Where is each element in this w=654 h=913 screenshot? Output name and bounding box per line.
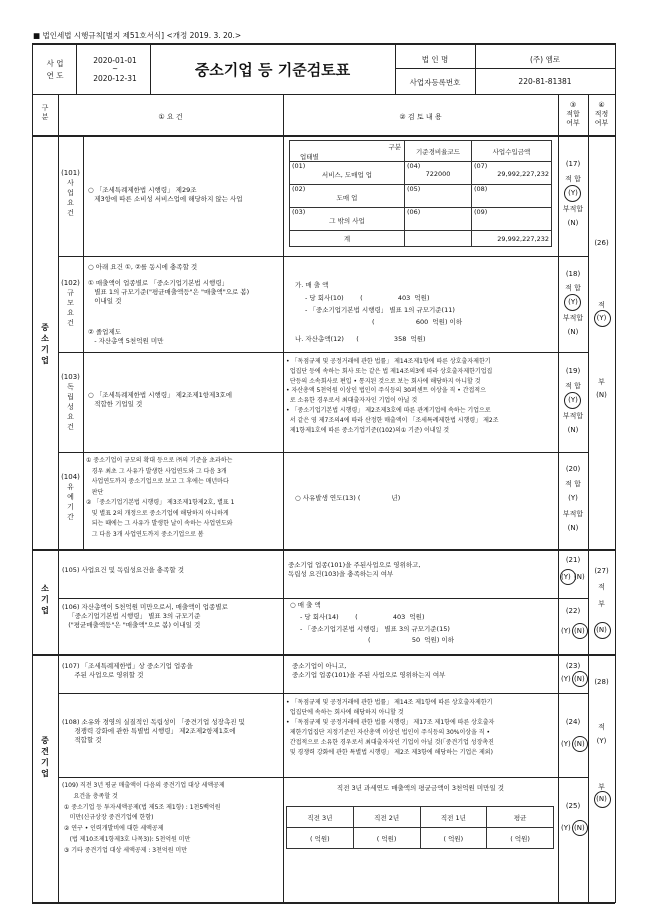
r104-mark-n: (N) xyxy=(567,524,579,532)
r108-mark: (Y) xyxy=(561,740,571,748)
r103-code: (103) 독 립 성 요 건 xyxy=(61,373,80,431)
r106-final-mid: 부 xyxy=(598,600,605,608)
r109-val1[interactable]: ( 억원) xyxy=(287,828,354,849)
r101-row2-n1: (02) xyxy=(292,185,306,193)
r101-hdr-code: 기준경비율코드 xyxy=(405,141,472,162)
section-small: 소 기 업 xyxy=(41,584,49,615)
r108-final-mark: (Y) xyxy=(596,737,607,745)
r102-req2: ① 매출액이 업종별로 「중소기업기본법 시행령」 별표 1의 규모기준("평균매출액등"은 "매출액"으로 봄) 이내일 것 xyxy=(88,279,250,305)
r107-review: 중소기업이 아니고, 중소기업 업종(101)을 주된 사업으로 영위하는지 여부 xyxy=(292,662,446,679)
r109-final-mark: (N) xyxy=(596,795,607,803)
r103-final-label: 부 xyxy=(598,378,605,386)
r108-final-label: 적 xyxy=(598,723,605,731)
r103-check-no: (19) xyxy=(565,367,581,375)
biz-no: 220-81-81381 xyxy=(518,77,572,86)
r109-final-label: 부 xyxy=(598,783,605,791)
r101-row1-n2: (04) xyxy=(407,162,421,170)
r101-row1-n3: (07) xyxy=(474,162,488,170)
r103-review: • 「독점규제 및 공정거래에 관한 법률」 제14조제1항에 따른 상호출자제한기 업집단 등에 속하는 회사 또는 같은 법 제14조의3에 따라 상호출자제한기업집 단등의 소속회사로 편입 • 통지된 것으로 보는 회사에 해당하지 아니할 것 • 자산총액 5천억원 이상인 법인이 주식등의 30퍼센트 이상을 직 • 간접적으 로 소유한 경우로서 최대출자자인 기업이 아닐 것 • 「중소기업기본법 시행령」 제2조제3호에 따른 관계기업에 속하는 기업으로 서 같은 영 제7조의4에 따라 산정한 매출액이 「조세특례제한법 시행령」 제2조 제1항제1호에 따른 중소기업기준((102)의① 기준) 이내일 것 xyxy=(286,358,499,434)
col-requirement: ① 요 건 xyxy=(158,113,183,121)
r102-mark-n: (N) xyxy=(567,328,579,336)
section-mid: 중 견 기 업 xyxy=(41,736,49,778)
r108-review: • 「독점규제 및 공정거래에 관한 법률」 제14조 제1항에 따른 상호출자제한기 업집단에 속하는 회사에 해당하지 아니할 것 • 「독점규제 및 공정거래에 관한 법률 시행령」 제17조 제1항에 따른 상호출자 제한기업집단 지정기준인 자산총액 이상인 법인이 주식등의 30%이상을 직 • 간접적으로 소유한 경우로서 최대출자자인 기업이 아닐 것(「중견기업 성장촉진 및 경쟁력 강화에 관한 특별법 시행령」 제2조 제3항에 해당하는 기업은 제외) xyxy=(286,699,495,756)
r105-final: (27) xyxy=(594,567,609,575)
r103-final-mark: (N) xyxy=(596,391,607,399)
r101-row2-label: 도매 업 xyxy=(336,194,358,202)
r107-mark: (Y) xyxy=(561,675,571,683)
section-sme: 중 소 기 업 xyxy=(41,323,49,365)
col-suitability: ③ 적합 여부 xyxy=(566,101,580,127)
r102-req1: ○ 아래 요건 ①, ②를 동시에 충족할 것 xyxy=(88,263,198,271)
r103-mark-n: (N) xyxy=(567,426,579,434)
r101-code: (101) 사 업 요 건 xyxy=(61,169,80,217)
r107-mark-n: (N) xyxy=(574,675,585,683)
col-category: 구 분 xyxy=(41,104,49,121)
fiscal-end: 2020-12-31 xyxy=(93,74,137,83)
fiscal-label: 사 업 연 도 xyxy=(46,59,64,80)
r106-rev1: ○ 매 출 액 xyxy=(290,601,321,609)
page-title: 중소기업 등 기준검토표 xyxy=(194,61,351,79)
r101-hdr-industry: 업태별 xyxy=(300,153,319,161)
r103-mark: (Y) xyxy=(568,396,578,404)
r109-col1: 직전 3년 xyxy=(287,807,354,828)
r101-hdr-revenue: 사업수입금액 xyxy=(472,141,552,162)
r107-check-no: (23) xyxy=(565,662,581,670)
fiscal-tilde: ~ xyxy=(112,65,118,73)
r102-mark: (Y) xyxy=(568,298,578,306)
r101-row1-label: 서비스, 도매업 업 xyxy=(321,171,373,179)
r109-review-title: 직전 3년 과세연도 매출액의 평균금액이 3천억원 미만일 것 xyxy=(336,784,505,792)
r101-hdr-gubun: 구분 xyxy=(388,143,401,151)
r106-final-mark: (N) xyxy=(596,626,607,634)
r104-check-ng: 부적합 xyxy=(562,510,584,518)
r102-final-label: 적 xyxy=(598,301,605,309)
r108-mark-n: (N) xyxy=(574,740,585,748)
r109-col3: 직전 1년 xyxy=(420,807,487,828)
r101-requirement: ○ 「조세특례제한법 시행령」 제29조 제3항에 따른 소비성 서비스업에 해당하지 않는 사업 xyxy=(88,186,243,203)
r106-mark-n: (N) xyxy=(574,627,585,635)
form-header-note: ■ 법인세법 시행규칙[별지 제51호서식] <개정 2019. 3. 20.> xyxy=(33,31,242,40)
r102-code: (102) 규 모 요 건 xyxy=(61,279,80,327)
r102-check-no: (18) xyxy=(565,270,581,278)
r106-rev4: ( 50 억원) 이하 xyxy=(368,636,454,644)
r101-final: (26) xyxy=(594,239,609,247)
r106-rev2: - 당 회사(14) ( 403 억원) xyxy=(300,613,425,621)
fiscal-start: 2020-01-01 xyxy=(93,56,137,65)
top-border xyxy=(32,43,615,45)
r104-mark: (Y) xyxy=(568,494,578,502)
r105-review: 중소기업 업종(101)을 주된사업으로 영위하고, 독립성 요건(103)을 충족하는지 여부 xyxy=(288,561,421,578)
r109-check-no: (25) xyxy=(565,802,581,810)
r101-check-no: (17) xyxy=(565,160,581,168)
r101-mark-n: (N) xyxy=(567,219,579,227)
r103-check-ng: 부적합 xyxy=(562,412,584,420)
r109-col4: 평균 xyxy=(487,807,554,828)
r109-requirement: (109) 직전 3년 평균 매출액이 다음의 중견기업 대상 세액공제 요건을 충족할 것 ① 중소기업 등 투자세액공제(법 제5조 제1항) : 1천5백억원 미만(신규상장 중견기업에 한함) ② 연구 • 인력개발비에 대한 세액공제 (법 제10조제1항제3호 나목3)): 5천억원 미만 ③ 기타 중견기업 대상 세액공제 : 3천억원 미만 xyxy=(62,782,225,854)
r101-industry-table xyxy=(289,140,552,247)
r101-row1-amt: 29,992,227,232 xyxy=(497,170,549,178)
r102-check-ok: 적 합 xyxy=(565,284,581,292)
r101-row2-n2: (05) xyxy=(407,185,421,193)
r109-avg-table xyxy=(286,806,554,849)
r106-requirement: (106) 자산총액이 5천억원 미만으로서, 매출액이 업종별로 「중소기업기본법 시행령」 별표 3의 규모기준 ("평균매출액등"은 "매출액"으로 봄) 이내일 것 xyxy=(62,603,228,629)
r104-check-no: (20) xyxy=(565,465,581,473)
col-final: ④ 적정 여부 xyxy=(594,101,609,127)
r102-req3: ② 졸업제도 - 자산총액 5천억원 미만 xyxy=(88,328,164,345)
r101-row3-n2: (06) xyxy=(407,208,421,216)
r106-check-no: (22) xyxy=(565,607,581,615)
r108-check-no: (24) xyxy=(565,718,581,726)
r106-rev3: - 「중소기업기본법 시행령」 별표 3의 규모기준(15) xyxy=(300,625,450,633)
r102-check-ng: 부적합 xyxy=(562,314,584,322)
r102-rev1: 가. 매 출 액 xyxy=(295,281,329,289)
r102-rev2: - 당 회사(10) ( 403 억원) xyxy=(305,294,430,302)
biz-no-label: 사업자등록번호 xyxy=(409,78,461,87)
r107-final: (28) xyxy=(594,678,609,686)
r109-val3[interactable]: ( 억원) xyxy=(420,828,487,849)
r107-requirement: (107) 「조세특례제한법」상 중소기업 업종을 주된 사업으로 영위할 것 xyxy=(62,662,193,679)
r101-row1-n1: (01) xyxy=(292,162,306,170)
r106-mark: (Y) xyxy=(561,627,571,635)
r101-mark: (Y) xyxy=(568,189,578,197)
r104-review: ○ 사유발생 연도(13) ( 년) xyxy=(295,494,401,502)
r104-code: (104) 유 예 기 간 xyxy=(61,473,80,521)
r101-check-ok: 적 합 xyxy=(565,175,581,183)
corp-name: (주) 엠로 xyxy=(530,55,560,64)
r109-mark: (Y) xyxy=(561,824,571,832)
r103-check-ok: 적 합 xyxy=(565,382,581,390)
r101-total-label: 계 xyxy=(290,231,405,247)
r102-final-mark: (Y) xyxy=(596,314,607,322)
r108-requirement: (108) 소유와 경영의 실질적인 독립성이 「중견기업 성장촉진 및 경쟁력 강화에 관한 특별법 시행령」 제2조제2항제1호에 적합할 것 xyxy=(62,718,245,744)
r101-total-amt: 29,992,227,232 xyxy=(472,231,552,247)
corp-name-label: 법 인 명 xyxy=(421,55,449,64)
r105-check-no: (21) xyxy=(565,556,581,564)
r109-mark-n: (N) xyxy=(574,824,585,832)
r109-val2[interactable]: ( 억원) xyxy=(353,828,420,849)
r101-row3-n3: (09) xyxy=(474,208,488,216)
r109-col2: 직전 2년 xyxy=(353,807,420,828)
r102-rev3: - 「중소기업기본법 시행령」 별표 1의 규모기준(11) xyxy=(305,306,455,314)
r105-requirement: (105) 사업요건 및 독립성요건을 충족할 것 xyxy=(62,566,184,574)
r101-check-ng: 부적합 xyxy=(562,205,584,213)
r106-final-label: 적 xyxy=(598,583,605,591)
r104-requirement: ① 중소기업이 규모의 확대 등으로 ㈜의 기준을 초과하는 경우 최초 그 사유가 발생한 사업연도와 그 다음 3개 사업연도까지 중소기업으로 보고 그 후에는 매년마다 판단 ② 「중소기업기본법 시행령」 제3조제1항제2호, 별표 1 및 별표 2의 개정으로 중소기업에 해당하지 아니하게 되는 때에는 그 사유가 발생한 날이 속하는 사업연도와 그 다음 3개 사업연도까지 중소기업으로 봄 xyxy=(86,457,235,538)
r104-check-ok: 적 합 xyxy=(565,480,581,488)
r109-val4[interactable]: ( 억원) xyxy=(487,828,554,849)
r105-mark: (Y) xyxy=(561,573,571,581)
r101-row3-label: 그 밖의 사업 xyxy=(329,217,365,225)
r102-rev5: 나. 자산총액(12) ( 358 억원) xyxy=(295,335,426,343)
r101-row2-n3: (08) xyxy=(474,185,488,193)
r105-mark-n: (N) xyxy=(574,573,585,581)
col-review: ② 검 토 내 용 xyxy=(399,113,442,121)
r102-rev4: ( 600 억원) 이하 xyxy=(372,318,463,326)
r101-row3-n1: (03) xyxy=(292,208,306,216)
r101-row1-code: 722000 xyxy=(425,170,451,178)
r103-requirement: ○ 「조세특례제한법 시행령」 제2조제1항제3호에 적합한 기업일 것 xyxy=(88,391,233,408)
